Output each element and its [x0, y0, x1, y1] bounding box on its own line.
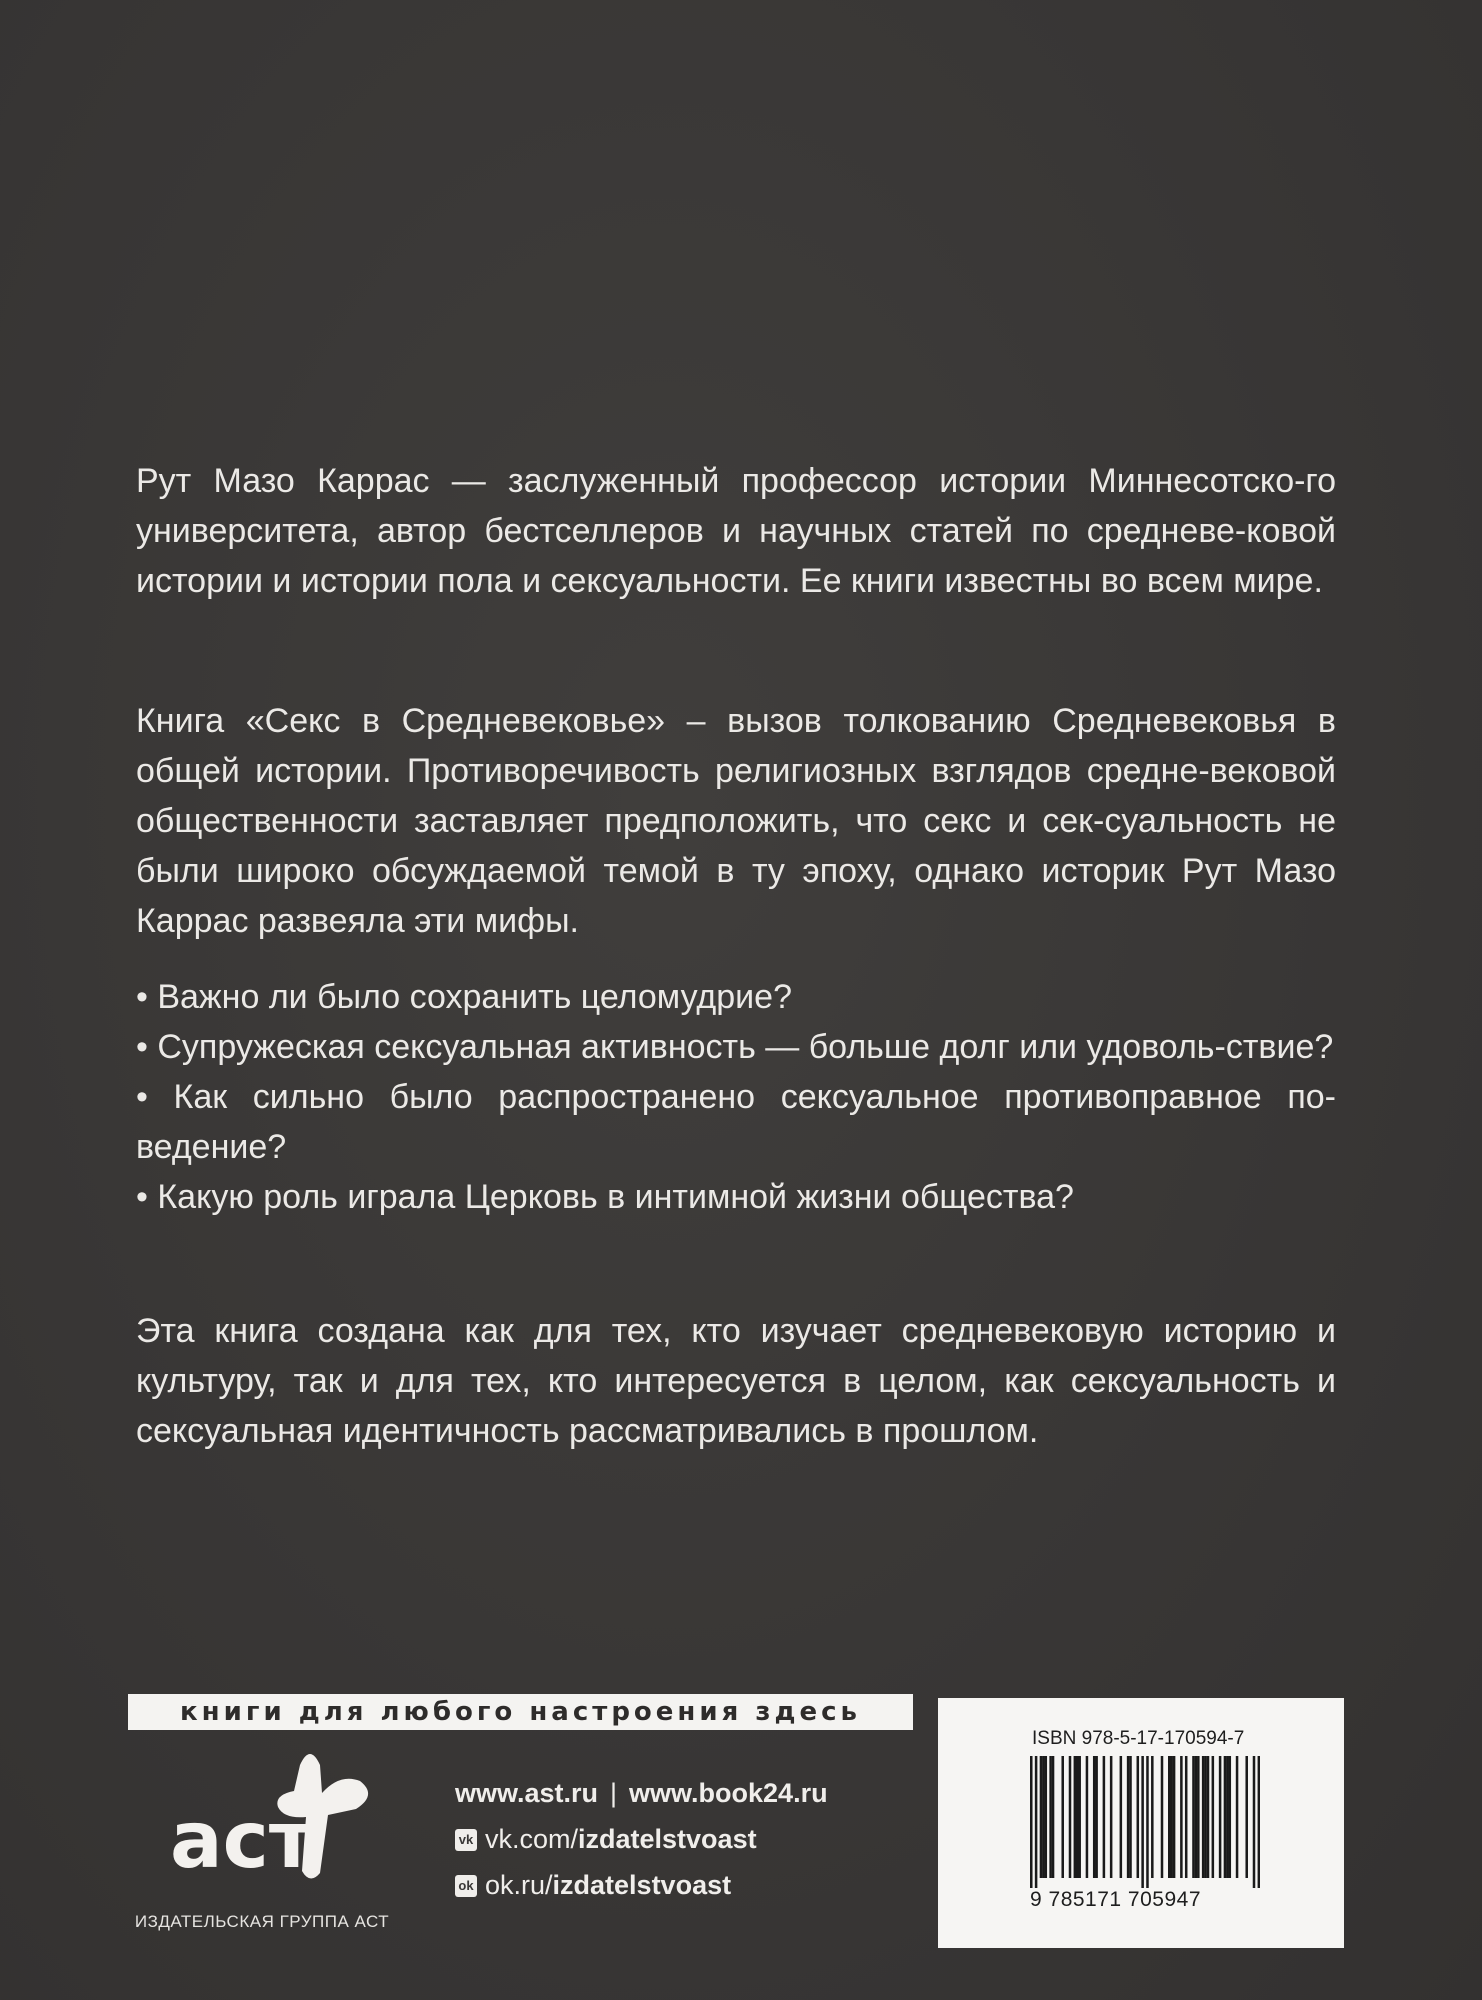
book-summary-paragraph: Книга «Секс в Средневековье» – вызов толкованию Средневековья в общей истории. Противоречивость религиозных взглядов средне-вековой общественности заставляет предположить, что секс и сек-суальность не были широко обсуждаемой темой в ту эпоху, однако историк Рут Мазо Каррас развеяла эти мифы. [136, 702, 1336, 940]
barcode-bar [1129, 1756, 1132, 1878]
barcode-bar [1258, 1756, 1260, 1888]
website-link-ast[interactable]: www.ast.ru [455, 1778, 599, 1808]
ok-link-handle: izdatelstvoast [552, 1870, 732, 1900]
barcode-bar [1245, 1756, 1248, 1878]
barcode-bar [1195, 1756, 1198, 1878]
barcode-bar [1076, 1756, 1079, 1878]
barcode-bar [1052, 1756, 1055, 1878]
question-item: • Супружеская сексуальная активность — больше долг или удоволь-ствие? [136, 1028, 1334, 1066]
ast-logo [160, 1745, 380, 1880]
barcode-bar [1141, 1756, 1144, 1888]
ok-link-prefix: ok.ru/ [485, 1870, 553, 1900]
barcode-bar [1030, 1756, 1033, 1888]
vk-row[interactable] [455, 1816, 828, 1862]
odnoklassniki-icon: ok [455, 1875, 477, 1897]
barcode-bar [1086, 1756, 1089, 1878]
question-item: • Как сильно было распространено сексуальное противоправное по-ведение? [136, 1078, 1336, 1166]
barcode-bar [1045, 1756, 1048, 1878]
barcode-bar [1197, 1756, 1200, 1878]
barcode-bar [1212, 1756, 1215, 1878]
link-separator: | [610, 1778, 618, 1808]
barcode-bar [1078, 1756, 1081, 1878]
barcode-bar [1236, 1756, 1239, 1878]
barcode-bar [1110, 1756, 1113, 1878]
audience-paragraph: Эта книга создана как для тех, кто изучает средневековую историю и культуру, так и для тех, кто интересуется в целом, как сексуальность и сексуальная идентичность рассматривались в прошлом. [136, 1312, 1336, 1450]
barcode-bar [1103, 1756, 1106, 1878]
question-item: • Какую роль играла Церковь в интимной жизни общества? [136, 1178, 1074, 1216]
barcode-bar [1127, 1756, 1130, 1878]
website-link-book24[interactable]: www.book24.ru [629, 1778, 828, 1808]
barcode-bar [1137, 1756, 1140, 1878]
barcode-bar [1040, 1756, 1043, 1878]
barcode-bar [1207, 1756, 1210, 1878]
ast-logo-text: аст [170, 1796, 315, 1880]
tagline-label: книги для любого настроения здесь [128, 1694, 913, 1730]
question-item: • Важно ли было сохранить целомудрие? [136, 978, 792, 1016]
isbn-label: ISBN 978-5-17-170594-7 [1032, 1728, 1245, 1749]
barcode-bar [1180, 1756, 1183, 1878]
barcode-bar [1168, 1756, 1171, 1878]
barcode-digits: 9 785171 705947 [1030, 1888, 1201, 1911]
barcode-bar [1185, 1756, 1188, 1878]
barcode-bar [1253, 1756, 1256, 1888]
barcode-panel [938, 1698, 1344, 1948]
barcode-bar [1192, 1756, 1195, 1878]
barcode-bar [1229, 1756, 1232, 1878]
barcode-bar [1049, 1756, 1052, 1878]
question-list [136, 972, 1336, 1222]
barcode-bar [1161, 1756, 1164, 1878]
barcode-bars [1030, 1756, 1260, 1888]
barcode-bar [1042, 1756, 1045, 1878]
barcode-bar [1151, 1756, 1154, 1878]
barcode-bar [1061, 1756, 1064, 1878]
barcode-bar [1120, 1756, 1123, 1878]
barcode-bar [1173, 1756, 1176, 1878]
barcode-bar [1074, 1756, 1077, 1878]
vk-link-handle: izdatelstvoast [578, 1824, 757, 1854]
author-bio-paragraph: Рут Мазо Каррас — заслуженный профессор истории Миннесотско-го университета, автор бестселлеров и научных статей по средневе-ковой истории и истории пола и сексуальности. Ее книги известны во всем мире. [136, 462, 1336, 600]
vk-link-prefix: vk.com/ [485, 1824, 579, 1854]
ok-row[interactable] [455, 1862, 828, 1908]
publisher-name: ИЗДАТЕЛЬСКАЯ ГРУППА АСТ [134, 1912, 390, 1931]
barcode-bar [1204, 1756, 1207, 1878]
barcode-bar [1095, 1756, 1098, 1878]
barcode-bar [1093, 1756, 1096, 1878]
website-row [455, 1770, 828, 1816]
barcode-bar [1202, 1756, 1205, 1878]
vk-icon: vk [455, 1829, 477, 1851]
barcode-bar [1146, 1756, 1149, 1888]
barcode-bar [1226, 1756, 1229, 1878]
barcode-bar [1035, 1756, 1038, 1888]
publisher-links [455, 1770, 828, 1908]
barcode-bar [1170, 1756, 1173, 1878]
barcode-bar [1219, 1756, 1222, 1878]
barcode-bar [1069, 1756, 1072, 1878]
barcode-bar [1224, 1756, 1227, 1878]
